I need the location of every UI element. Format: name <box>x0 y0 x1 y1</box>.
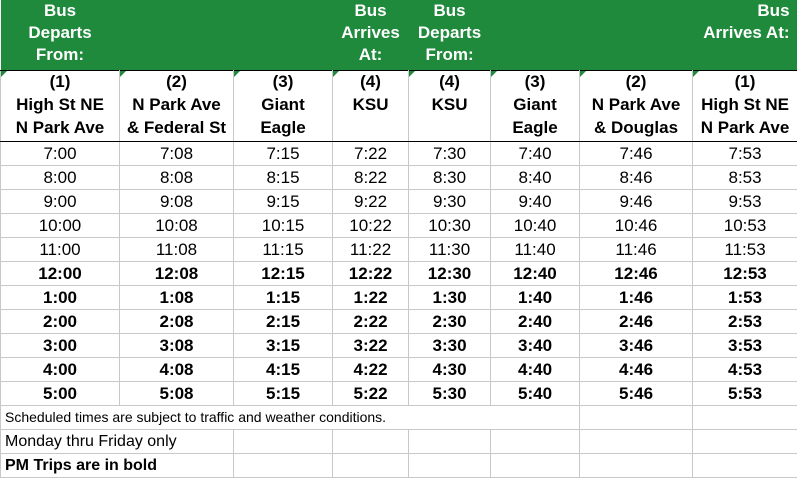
header-label: At: <box>358 45 383 64</box>
header-cell <box>409 0 491 71</box>
time-cell: 5:46 <box>580 382 693 406</box>
time-cell: 3:46 <box>580 334 693 358</box>
stop-name <box>693 93 797 142</box>
time-cell: 3:00 <box>1 334 120 358</box>
note-row <box>1 430 797 454</box>
time-cell: 10:00 <box>1 214 120 238</box>
time-cell: 3:40 <box>491 334 580 358</box>
table-row <box>1 238 797 262</box>
time-cell: 1:30 <box>409 286 491 310</box>
note-traffic: Scheduled times are subject to traffic and weather conditions. <box>1 406 580 430</box>
time-cell: 1:22 <box>333 286 409 310</box>
stop-name <box>120 93 234 142</box>
stop-name-line: Giant <box>513 95 557 114</box>
time-cell: 7:15 <box>234 142 333 166</box>
empty-cell <box>333 430 409 454</box>
empty-cell <box>491 430 580 454</box>
time-cell: 11:00 <box>1 238 120 262</box>
header-cell <box>1 0 333 71</box>
stop-number: (3) <box>234 71 333 94</box>
header-cell <box>580 0 693 71</box>
note-row <box>1 406 797 430</box>
time-cell: 3:30 <box>409 334 491 358</box>
time-cell: 9:08 <box>120 190 234 214</box>
time-cell: 11:53 <box>693 238 797 262</box>
time-cell: 10:30 <box>409 214 491 238</box>
time-cell: 12:53 <box>693 262 797 286</box>
time-cell: 2:46 <box>580 310 693 334</box>
stop-number: (4) <box>333 71 409 94</box>
time-cell: 3:08 <box>120 334 234 358</box>
time-cell: 12:15 <box>234 262 333 286</box>
time-cell: 2:53 <box>693 310 797 334</box>
stop-name <box>580 93 693 142</box>
table-row <box>1 382 797 406</box>
time-cell: 8:40 <box>491 166 580 190</box>
empty-cell <box>693 454 797 478</box>
time-cell: 8:22 <box>333 166 409 190</box>
time-cell: 8:15 <box>234 166 333 190</box>
time-cell: 11:40 <box>491 238 580 262</box>
time-cell: 10:15 <box>234 214 333 238</box>
time-cell: 12:22 <box>333 262 409 286</box>
table-row <box>1 214 797 238</box>
stop-name-line: KSU <box>352 95 389 114</box>
time-cell: 9:53 <box>693 190 797 214</box>
header-cell <box>491 0 580 71</box>
stop-number: (2) <box>580 71 693 94</box>
time-cell: 4:46 <box>580 358 693 382</box>
header-label: From: <box>35 45 85 64</box>
time-cell: 2:40 <box>491 310 580 334</box>
stop-name-line: Giant <box>261 95 305 114</box>
stop-number: (2) <box>120 71 234 94</box>
time-cell: 12:46 <box>580 262 693 286</box>
table-row <box>1 286 797 310</box>
table-row <box>1 358 797 382</box>
time-cell: 7:40 <box>491 142 580 166</box>
time-cell: 5:53 <box>693 382 797 406</box>
stop-name-line: KSU <box>431 95 468 114</box>
time-cell: 9:40 <box>491 190 580 214</box>
time-cell: 5:22 <box>333 382 409 406</box>
stop-name-line: Eagle <box>512 118 558 137</box>
time-cell: 3:53 <box>693 334 797 358</box>
stop-name-line: N Park Ave <box>132 95 221 114</box>
stop-name-line: N Park Ave <box>700 118 790 137</box>
time-cell: 5:15 <box>234 382 333 406</box>
header-label: Bus <box>43 1 77 20</box>
time-cell: 1:08 <box>120 286 234 310</box>
time-cell: 1:00 <box>1 286 120 310</box>
stop-name-line: Eagle <box>260 118 306 137</box>
header-label: Bus <box>757 1 790 20</box>
time-cell: 9:00 <box>1 190 120 214</box>
time-cell: 7:30 <box>409 142 491 166</box>
empty-cell <box>333 454 409 478</box>
time-cell: 1:40 <box>491 286 580 310</box>
time-cell: 7:53 <box>693 142 797 166</box>
time-cell: 3:15 <box>234 334 333 358</box>
table-row <box>1 262 797 286</box>
time-cell: 11:08 <box>120 238 234 262</box>
time-cell: 10:46 <box>580 214 693 238</box>
time-cell: 1:15 <box>234 286 333 310</box>
empty-cell <box>580 406 693 430</box>
header-label: Departs <box>417 23 482 42</box>
time-cell: 4:00 <box>1 358 120 382</box>
time-cell: 4:08 <box>120 358 234 382</box>
time-cell: 12:00 <box>1 262 120 286</box>
stop-name <box>409 93 491 142</box>
table-row <box>1 166 797 190</box>
empty-cell <box>580 430 693 454</box>
header-label: Arrives <box>341 23 400 42</box>
table-row <box>1 190 797 214</box>
time-cell: 10:53 <box>693 214 797 238</box>
empty-cell <box>580 454 693 478</box>
header-row <box>1 0 797 71</box>
time-cell: 12:30 <box>409 262 491 286</box>
time-cell: 11:46 <box>580 238 693 262</box>
time-cell: 5:30 <box>409 382 491 406</box>
table-row <box>1 334 797 358</box>
time-cell: 9:30 <box>409 190 491 214</box>
note-days: Monday thru Friday only <box>1 430 234 454</box>
empty-cell <box>409 454 491 478</box>
time-cell: 7:08 <box>120 142 234 166</box>
time-cell: 4:30 <box>409 358 491 382</box>
time-cell: 4:15 <box>234 358 333 382</box>
time-cell: 2:30 <box>409 310 491 334</box>
table-row <box>1 142 797 166</box>
time-cell: 9:46 <box>580 190 693 214</box>
empty-cell <box>234 454 333 478</box>
time-cell: 7:46 <box>580 142 693 166</box>
time-cell: 8:53 <box>693 166 797 190</box>
time-cell: 12:08 <box>120 262 234 286</box>
stop-number-row <box>1 71 797 94</box>
time-cell: 10:22 <box>333 214 409 238</box>
empty-cell <box>693 406 797 430</box>
stop-name-line: High St NE <box>701 95 789 114</box>
empty-cell <box>693 430 797 454</box>
time-cell: 5:00 <box>1 382 120 406</box>
time-cell: 7:00 <box>1 142 120 166</box>
time-cell: 1:53 <box>693 286 797 310</box>
time-cell: 4:40 <box>491 358 580 382</box>
stop-name-line: & Douglas <box>594 118 679 137</box>
stop-name-line: N Park Ave <box>15 118 105 137</box>
note-row <box>1 454 797 478</box>
stop-number: (4) <box>409 71 491 94</box>
stop-name-line: & Federal St <box>126 118 227 137</box>
time-cell: 1:46 <box>580 286 693 310</box>
time-cell: 2:00 <box>1 310 120 334</box>
header-label: From: <box>425 45 474 64</box>
header-label: Arrives At: <box>703 23 790 42</box>
stop-number: (1) <box>1 71 120 94</box>
time-cell: 11:15 <box>234 238 333 262</box>
time-cell: 10:40 <box>491 214 580 238</box>
time-cell: 4:53 <box>693 358 797 382</box>
time-cell: 10:08 <box>120 214 234 238</box>
time-cell: 5:40 <box>491 382 580 406</box>
time-cell: 7:22 <box>333 142 409 166</box>
time-cell: 11:30 <box>409 238 491 262</box>
stop-name <box>491 93 580 142</box>
stop-name <box>1 93 120 142</box>
time-cell: 8:30 <box>409 166 491 190</box>
stop-name-line: High St NE <box>16 95 104 114</box>
header-cell <box>333 0 409 71</box>
header-cell <box>693 0 797 71</box>
time-cell: 8:08 <box>120 166 234 190</box>
table-row <box>1 310 797 334</box>
stop-number: (1) <box>693 71 797 94</box>
header-label: Departs <box>28 23 92 42</box>
time-cell: 8:00 <box>1 166 120 190</box>
time-cell: 4:22 <box>333 358 409 382</box>
time-cell: 3:22 <box>333 334 409 358</box>
header-label: Bus <box>433 1 466 20</box>
stop-name <box>333 93 409 142</box>
empty-cell <box>234 430 333 454</box>
note-pm-bold: PM Trips are in bold <box>1 454 234 478</box>
time-cell: 2:08 <box>120 310 234 334</box>
stop-name <box>234 93 333 142</box>
time-cell: 5:08 <box>120 382 234 406</box>
empty-cell <box>409 430 491 454</box>
time-cell: 11:22 <box>333 238 409 262</box>
stop-name-row <box>1 93 797 142</box>
time-cell: 12:40 <box>491 262 580 286</box>
time-cell: 8:46 <box>580 166 693 190</box>
time-cell: 9:22 <box>333 190 409 214</box>
header-label: Bus <box>354 1 387 20</box>
stop-name-line: N Park Ave <box>591 95 681 114</box>
time-cell: 2:15 <box>234 310 333 334</box>
empty-cell <box>491 454 580 478</box>
time-cell: 9:15 <box>234 190 333 214</box>
time-cell: 2:22 <box>333 310 409 334</box>
stop-number: (3) <box>491 71 580 94</box>
